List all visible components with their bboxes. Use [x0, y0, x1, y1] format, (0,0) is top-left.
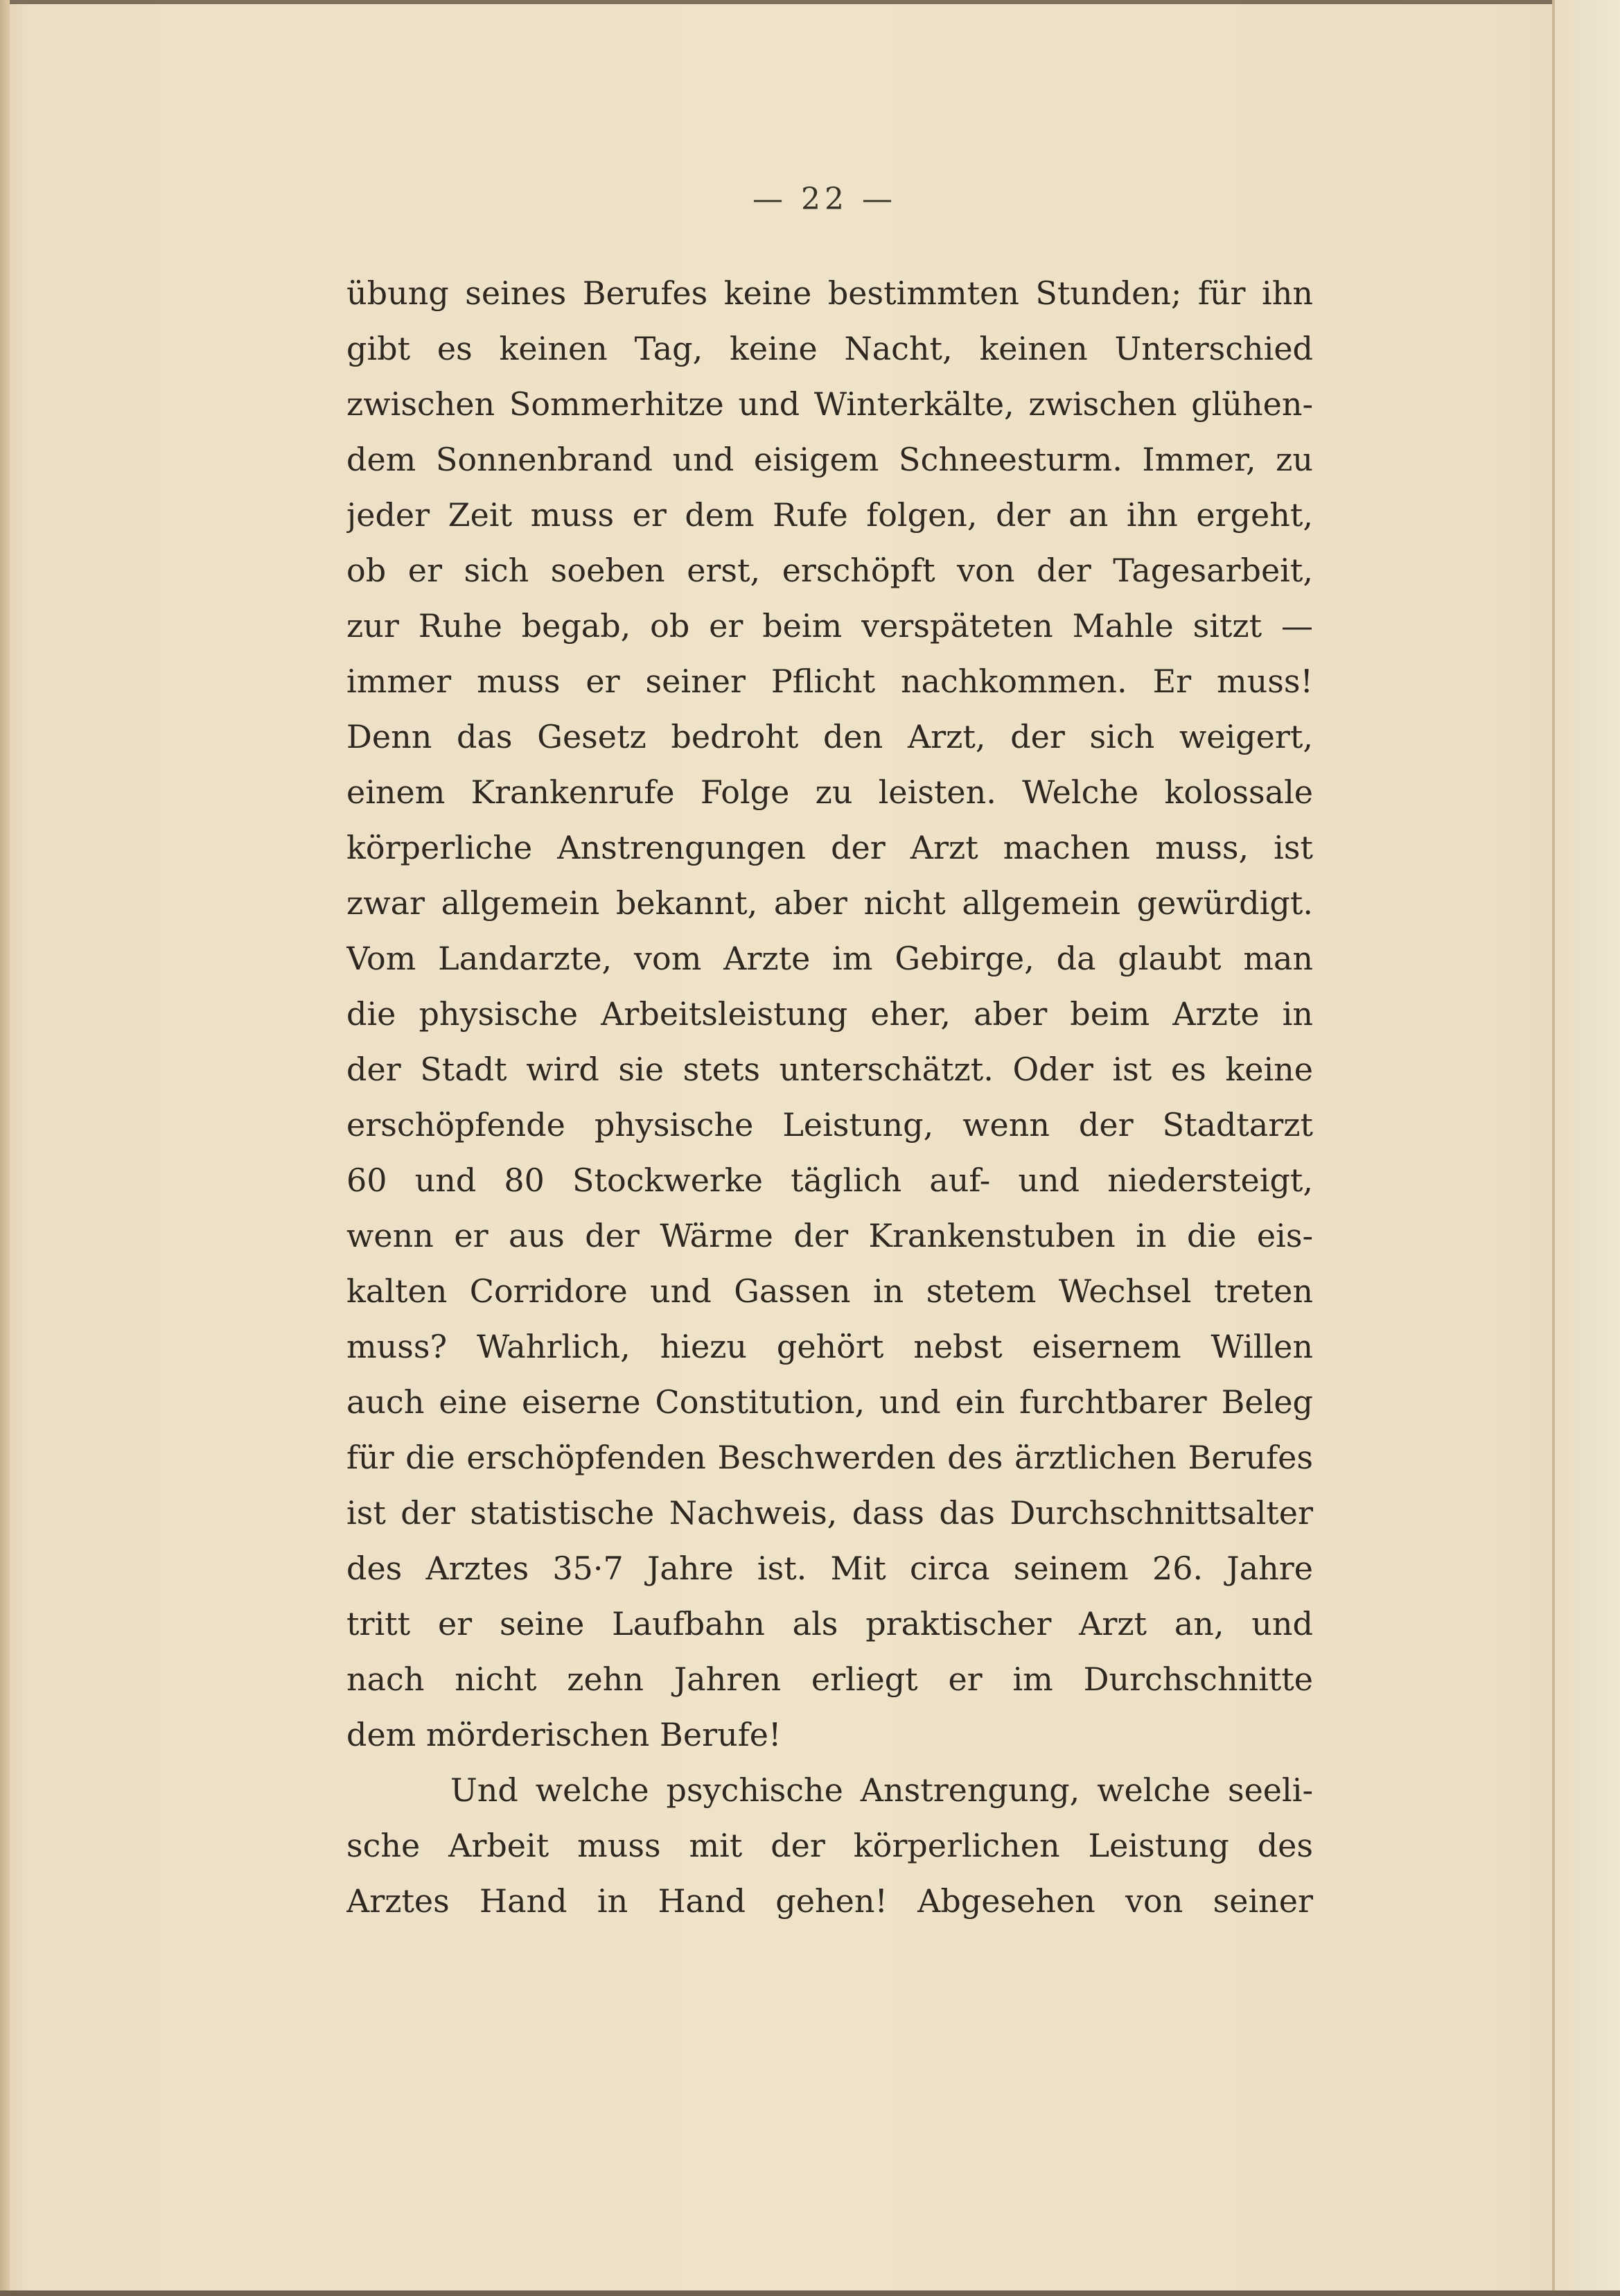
text-line-2: gibt es keinen Tag, keine Nacht, keinen Unterschied: [346, 330, 1313, 367]
bottom-edge: [0, 2290, 1620, 2296]
text-line-27: dem mörderischen Berufe!: [346, 1716, 782, 1753]
text-line-26: nach nicht zehn Jahren erliegt er im Durchschnitte: [346, 1660, 1313, 1698]
text-line-28: Und welche psychische Anstrengung, welche seeli-: [450, 1771, 1313, 1809]
text-line-7: zur Ruhe begab, ob er beim verspäteten Mahle sitzt —: [346, 607, 1313, 645]
text-line-15: der Stadt wird sie stets unterschätzt. Oder ist es keine: [346, 1051, 1313, 1088]
text-line-19: kalten Corridore und Gassen in stetem Wechsel treten: [346, 1272, 1313, 1310]
text-line-20: muss? Wahrlich, hiezu gehört nebst eisernem Willen: [346, 1328, 1313, 1365]
text-line-22: für die erschöpfenden Beschwerden des ärztlichen Berufes: [346, 1439, 1313, 1476]
text-line-29: sche Arbeit muss mit der körperlichen Leistung des: [346, 1827, 1313, 1864]
page-number: — 22 —: [752, 182, 897, 217]
text-line-4: dem Sonnenbrand und eisigem Schneesturm. Immer, zu: [346, 441, 1313, 478]
top-edge: [0, 0, 1620, 4]
text-line-5: jeder Zeit muss er dem Rufe folgen, der an ihn ergeht,: [346, 496, 1313, 534]
text-line-11: körperliche Anstrengungen der Arzt machen muss, ist: [346, 829, 1313, 866]
text-line-23: ist der statistische Nachweis, dass das Durchschnittsalter: [346, 1494, 1313, 1532]
text-line-13: Vom Landarzte, vom Arzte im Gebirge, da glaubt man: [346, 940, 1313, 977]
text-line-6: ob er sich soeben erst, erschöpft von der Tagesarbeit,: [346, 552, 1313, 589]
text-line-8: immer muss er seiner Pflicht nachkommen. Er muss!: [346, 663, 1313, 700]
text-line-10: einem Krankenrufe Folge zu leisten. Welche kolossale: [346, 773, 1313, 811]
body-text: [346, 265, 1313, 1929]
right-margin-strip: [1555, 0, 1620, 2296]
text-line-14: die physische Arbeitsleistung eher, aber beim Arzte in: [346, 995, 1313, 1033]
text-line-30: Arztes Hand in Hand gehen! Abgesehen von seiner: [346, 1882, 1313, 1920]
text-line-3: zwischen Sommerhitze und Winterkälte, zwischen glühen-: [346, 385, 1313, 423]
text-line-1: übung seines Berufes keine bestimmten Stunden; für ihn: [346, 274, 1313, 312]
text-line-16: erschöpfende physische Leistung, wenn der Stadtarzt: [346, 1106, 1313, 1143]
text-line-21: auch eine eiserne Constitution, und ein furchtbarer Beleg: [346, 1383, 1313, 1421]
text-line-9: Denn das Gesetz bedroht den Arzt, der sich weigert,: [346, 718, 1313, 755]
text-line-17: 60 und 80 Stockwerke täglich auf- und niedersteigt,: [346, 1162, 1313, 1199]
text-line-18: wenn er aus der Wärme der Krankenstuben in die eis-: [346, 1217, 1313, 1254]
text-line-24: des Arztes 35·7 Jahre ist. Mit circa seinem 26. Jahre: [346, 1550, 1313, 1587]
text-line-25: tritt er seine Laufbahn als praktischer Arzt an, und: [346, 1605, 1313, 1642]
left-binding-edge: [0, 0, 10, 2296]
text-line-12: zwar allgemein bekannt, aber nicht allgemein gewürdigt.: [346, 884, 1313, 922]
